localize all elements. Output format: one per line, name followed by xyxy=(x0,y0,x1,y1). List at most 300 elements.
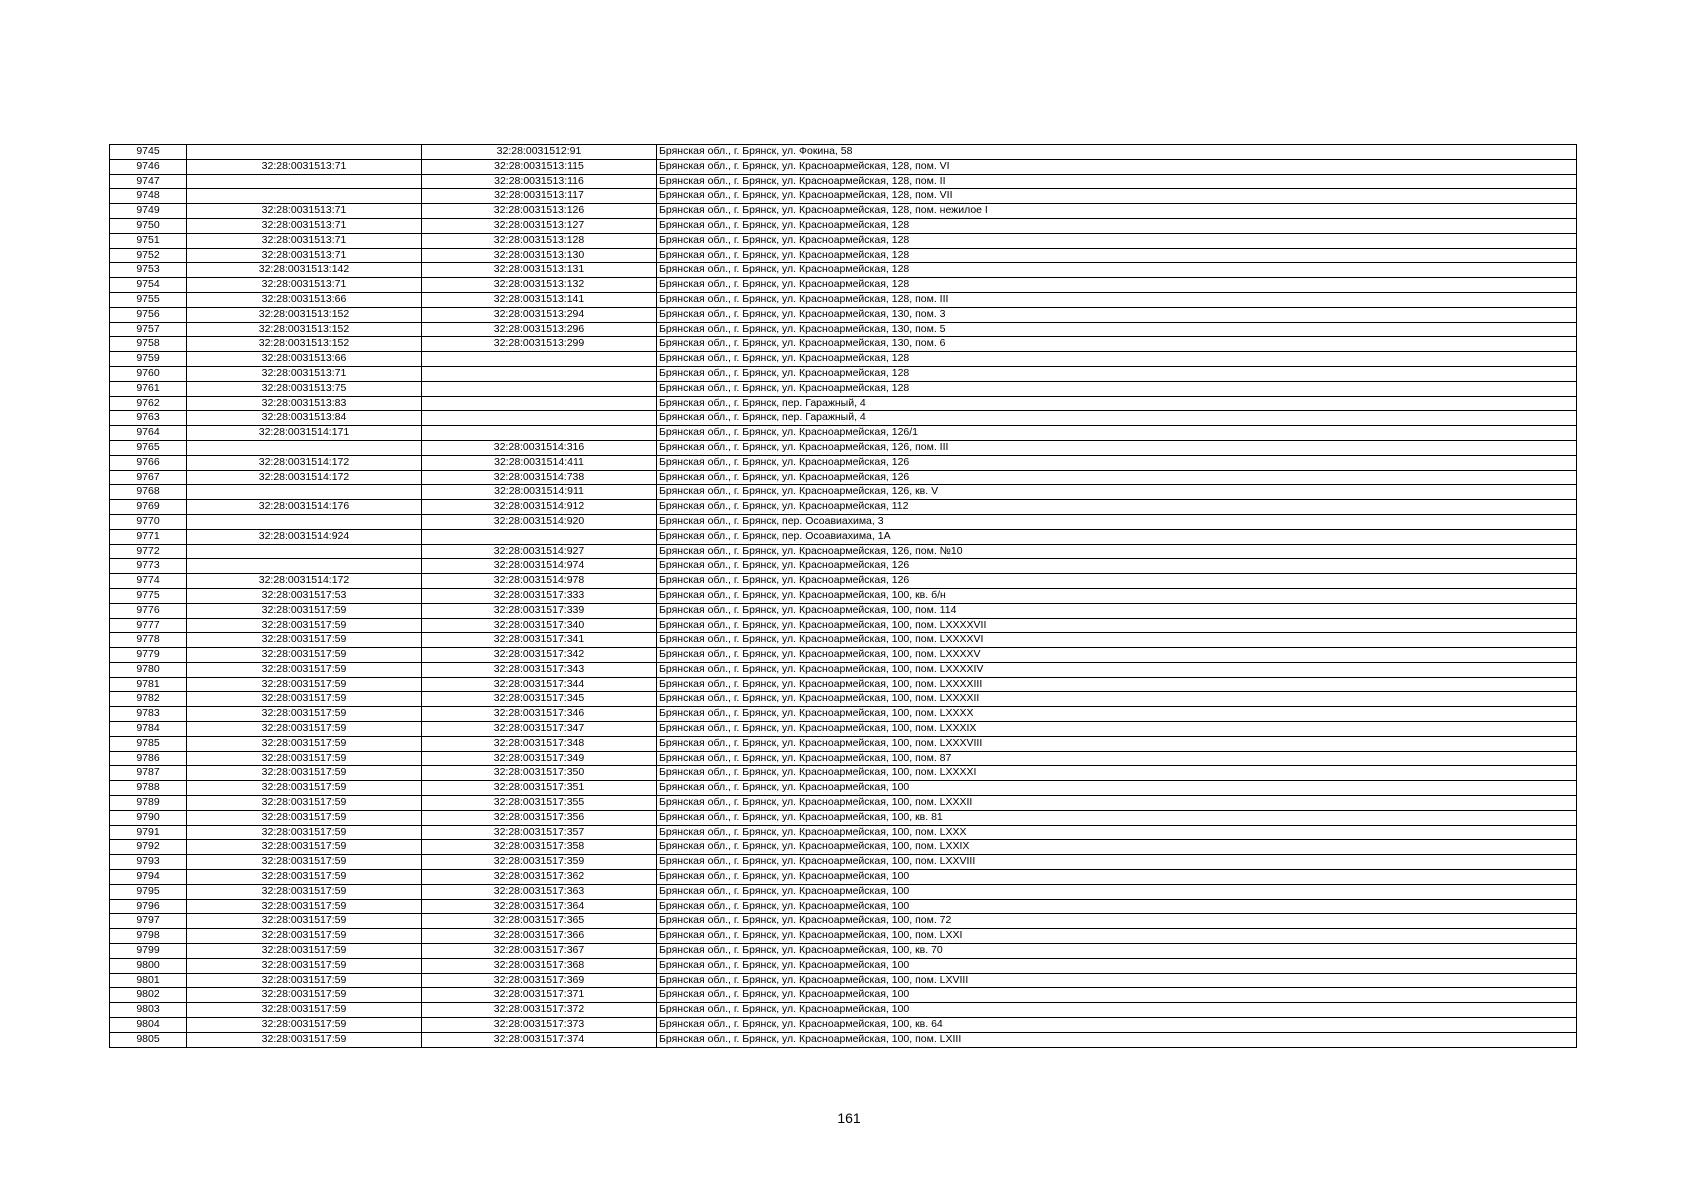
row-number-cell: 9803 xyxy=(110,1003,187,1018)
address-cell: Брянская обл., г. Брянск, ул. Красноармейская, 128 xyxy=(657,352,1577,367)
address-cell: Брянская обл., г. Брянск, ул. Красноармейская, 100 xyxy=(657,988,1577,1003)
cadastral-number-cell: 32:28:0031517:366 xyxy=(422,929,657,944)
table-row xyxy=(110,722,1577,737)
parent-cadastral-number-cell: 32:28:0031517:59 xyxy=(187,766,422,781)
parent-cadastral-number-cell: 32:28:0031517:59 xyxy=(187,884,422,899)
address-cell: Брянская обл., г. Брянск, ул. Красноармейская, 112 xyxy=(657,500,1577,515)
parent-cadastral-number-cell: 32:28:0031517:59 xyxy=(187,929,422,944)
row-number-cell: 9779 xyxy=(110,648,187,663)
table-row xyxy=(110,781,1577,796)
address-cell: Брянская обл., г. Брянск, ул. Красноармейская, 126 xyxy=(657,574,1577,589)
cadastral-number-cell: 32:28:0031517:351 xyxy=(422,781,657,796)
address-cell: Брянская обл., г. Брянск, ул. Красноармейская, 100 xyxy=(657,781,1577,796)
address-cell: Брянская обл., г. Брянск, ул. Красноармейская, 100, кв. 64 xyxy=(657,1018,1577,1033)
address-cell: Брянская обл., г. Брянск, ул. Красноармейская, 100 xyxy=(657,884,1577,899)
parent-cadastral-number-cell xyxy=(187,189,422,204)
row-number-cell: 9790 xyxy=(110,810,187,825)
cadastral-number-cell: 32:28:0031517:368 xyxy=(422,958,657,973)
table-row xyxy=(110,662,1577,677)
address-cell: Брянская обл., г. Брянск, ул. Красноармейская, 100, пом. LXXXXIV xyxy=(657,662,1577,677)
table-row xyxy=(110,248,1577,263)
parent-cadastral-number-cell xyxy=(187,544,422,559)
table-row xyxy=(110,588,1577,603)
row-number-cell: 9789 xyxy=(110,796,187,811)
table-row xyxy=(110,929,1577,944)
parent-cadastral-number-cell xyxy=(187,174,422,189)
address-cell: Брянская обл., г. Брянск, ул. Красноармейская, 100 xyxy=(657,899,1577,914)
row-number-cell: 9767 xyxy=(110,470,187,485)
row-number-cell: 9800 xyxy=(110,958,187,973)
address-cell: Брянская обл., г. Брянск, ул. Красноармейская, 128 xyxy=(657,263,1577,278)
address-cell: Брянская обл., г. Брянск, пер. Гаражный, 4 xyxy=(657,396,1577,411)
parent-cadastral-number-cell: 32:28:0031517:59 xyxy=(187,899,422,914)
row-number-cell: 9774 xyxy=(110,574,187,589)
parent-cadastral-number-cell: 32:28:0031513:71 xyxy=(187,204,422,219)
table-row xyxy=(110,337,1577,352)
row-number-cell: 9805 xyxy=(110,1032,187,1047)
row-number-cell: 9765 xyxy=(110,440,187,455)
cadastral-number-cell: 32:28:0031513:131 xyxy=(422,263,657,278)
address-cell: Брянская обл., г. Брянск, ул. Красноармейская, 128, пом. III xyxy=(657,292,1577,307)
cadastral-number-cell: 32:28:0031517:340 xyxy=(422,618,657,633)
cadastral-number-cell: 32:28:0031517:374 xyxy=(422,1032,657,1047)
cadastral-number-cell: 32:28:0031517:362 xyxy=(422,870,657,885)
row-number-cell: 9755 xyxy=(110,292,187,307)
row-number-cell: 9747 xyxy=(110,174,187,189)
parent-cadastral-number-cell: 32:28:0031513:152 xyxy=(187,337,422,352)
cadastral-number-cell: 32:28:0031514:912 xyxy=(422,500,657,515)
table-row xyxy=(110,145,1577,160)
address-cell: Брянская обл., г. Брянск, пер. Гаражный, 4 xyxy=(657,411,1577,426)
table-row xyxy=(110,855,1577,870)
row-number-cell: 9745 xyxy=(110,145,187,160)
address-cell: Брянская обл., г. Брянск, ул. Красноармейская, 100, пом. LXXXXII xyxy=(657,692,1577,707)
cadastral-number-cell: 32:28:0031517:357 xyxy=(422,825,657,840)
parent-cadastral-number-cell: 32:28:0031514:172 xyxy=(187,455,422,470)
cadastral-number-cell: 32:28:0031517:373 xyxy=(422,1018,657,1033)
address-cell: Брянская обл., г. Брянск, ул. Красноармейская, 100 xyxy=(657,958,1577,973)
address-cell: Брянская обл., г. Брянск, ул. Красноармейская, 100, пом. LXIII xyxy=(657,1032,1577,1047)
cadastral-number-cell: 32:28:0031514:316 xyxy=(422,440,657,455)
row-number-cell: 9802 xyxy=(110,988,187,1003)
row-number-cell: 9768 xyxy=(110,485,187,500)
cadastral-number-cell: 32:28:0031517:348 xyxy=(422,736,657,751)
parent-cadastral-number-cell: 32:28:0031517:59 xyxy=(187,722,422,737)
row-number-cell: 9793 xyxy=(110,855,187,870)
row-number-cell: 9786 xyxy=(110,751,187,766)
table-row xyxy=(110,1018,1577,1033)
cadastral-number-cell: 32:28:0031517:347 xyxy=(422,722,657,737)
address-cell: Брянская обл., г. Брянск, ул. Красноармейская, 126 xyxy=(657,455,1577,470)
row-number-cell: 9758 xyxy=(110,337,187,352)
cadastral-number-cell xyxy=(422,529,657,544)
parent-cadastral-number-cell: 32:28:0031514:172 xyxy=(187,470,422,485)
address-cell: Брянская обл., г. Брянск, ул. Красноармейская, 100, пом. LXXXIX xyxy=(657,722,1577,737)
row-number-cell: 9752 xyxy=(110,248,187,263)
table-row xyxy=(110,292,1577,307)
row-number-cell: 9757 xyxy=(110,322,187,337)
table-row xyxy=(110,618,1577,633)
cadastral-number-cell: 32:28:0031517:346 xyxy=(422,707,657,722)
cadastral-number-cell: 32:28:0031517:364 xyxy=(422,899,657,914)
cadastral-number-cell: 32:28:0031517:350 xyxy=(422,766,657,781)
row-number-cell: 9773 xyxy=(110,559,187,574)
table-row xyxy=(110,352,1577,367)
parent-cadastral-number-cell: 32:28:0031517:53 xyxy=(187,588,422,603)
cadastral-number-cell xyxy=(422,411,657,426)
cadastral-number-cell: 32:28:0031513:141 xyxy=(422,292,657,307)
cadastral-number-cell: 32:28:0031517:365 xyxy=(422,914,657,929)
table-row xyxy=(110,1032,1577,1047)
row-number-cell: 9761 xyxy=(110,381,187,396)
parent-cadastral-number-cell: 32:28:0031513:75 xyxy=(187,381,422,396)
table-row xyxy=(110,766,1577,781)
row-number-cell: 9784 xyxy=(110,722,187,737)
table-row xyxy=(110,944,1577,959)
address-cell: Брянская обл., г. Брянск, ул. Красноармейская, 126 xyxy=(657,559,1577,574)
table-row xyxy=(110,840,1577,855)
cadastral-table xyxy=(109,144,1577,1048)
parent-cadastral-number-cell: 32:28:0031517:59 xyxy=(187,810,422,825)
cadastral-number-cell: 32:28:0031514:411 xyxy=(422,455,657,470)
table-row xyxy=(110,485,1577,500)
row-number-cell: 9804 xyxy=(110,1018,187,1033)
cadastral-number-cell: 32:28:0031513:116 xyxy=(422,174,657,189)
table-row xyxy=(110,648,1577,663)
cadastral-number-cell: 32:28:0031514:978 xyxy=(422,574,657,589)
cadastral-number-cell: 32:28:0031513:128 xyxy=(422,233,657,248)
address-cell: Брянская обл., г. Брянск, ул. Красноармейская, 128 xyxy=(657,278,1577,293)
address-cell: Брянская обл., г. Брянск, ул. Красноармейская, 100, кв. б/н xyxy=(657,588,1577,603)
table-row xyxy=(110,574,1577,589)
address-cell: Брянская обл., г. Брянск, ул. Фокина, 58 xyxy=(657,145,1577,160)
address-cell: Брянская обл., г. Брянск, ул. Красноармейская, 126 xyxy=(657,470,1577,485)
row-number-cell: 9799 xyxy=(110,944,187,959)
row-number-cell: 9753 xyxy=(110,263,187,278)
table-row xyxy=(110,884,1577,899)
address-cell: Брянская обл., г. Брянск, ул. Красноармейская, 100, пом. LXXX xyxy=(657,825,1577,840)
address-cell: Брянская обл., г. Брянск, ул. Красноармейская, 128 xyxy=(657,381,1577,396)
table-row xyxy=(110,470,1577,485)
address-cell: Брянская обл., г. Брянск, ул. Красноармейская, 100, пом. LXXXX xyxy=(657,707,1577,722)
cadastral-number-cell xyxy=(422,381,657,396)
cadastral-number-cell: 32:28:0031514:920 xyxy=(422,514,657,529)
address-cell: Брянская обл., г. Брянск, ул. Красноармейская, 130, пом. 3 xyxy=(657,307,1577,322)
parent-cadastral-number-cell: 32:28:0031513:71 xyxy=(187,278,422,293)
table-row xyxy=(110,899,1577,914)
cadastral-number-cell: 32:28:0031517:349 xyxy=(422,751,657,766)
address-cell: Брянская обл., г. Брянск, ул. Красноармейская, 100 xyxy=(657,1003,1577,1018)
cadastral-number-cell: 32:28:0031513:117 xyxy=(422,189,657,204)
cadastral-number-cell: 32:28:0031517:344 xyxy=(422,677,657,692)
cadastral-number-cell: 32:28:0031512:91 xyxy=(422,145,657,160)
row-number-cell: 9769 xyxy=(110,500,187,515)
cadastral-number-cell: 32:28:0031513:294 xyxy=(422,307,657,322)
parent-cadastral-number-cell: 32:28:0031514:171 xyxy=(187,426,422,441)
parent-cadastral-number-cell xyxy=(187,559,422,574)
address-cell: Брянская обл., г. Брянск, ул. Красноармейская, 100, пом. LXVIII xyxy=(657,973,1577,988)
table-row xyxy=(110,958,1577,973)
table-row xyxy=(110,677,1577,692)
row-number-cell: 9776 xyxy=(110,603,187,618)
address-cell: Брянская обл., г. Брянск, ул. Красноармейская, 100, пом. LXXXVIII xyxy=(657,736,1577,751)
cadastral-number-cell xyxy=(422,396,657,411)
row-number-cell: 9798 xyxy=(110,929,187,944)
address-cell: Брянская обл., г. Брянск, ул. Красноармейская, 128, пом. II xyxy=(657,174,1577,189)
parent-cadastral-number-cell: 32:28:0031517:59 xyxy=(187,618,422,633)
table-row xyxy=(110,233,1577,248)
row-number-cell: 9750 xyxy=(110,218,187,233)
table-row xyxy=(110,381,1577,396)
cadastral-number-cell: 32:28:0031517:356 xyxy=(422,810,657,825)
cadastral-number-cell: 32:28:0031517:359 xyxy=(422,855,657,870)
parent-cadastral-number-cell: 32:28:0031517:59 xyxy=(187,840,422,855)
cadastral-number-cell: 32:28:0031517:358 xyxy=(422,840,657,855)
cadastral-number-cell: 32:28:0031517:333 xyxy=(422,588,657,603)
cadastral-number-cell: 32:28:0031517:343 xyxy=(422,662,657,677)
parent-cadastral-number-cell: 32:28:0031517:59 xyxy=(187,1032,422,1047)
parent-cadastral-number-cell xyxy=(187,485,422,500)
table-row xyxy=(110,189,1577,204)
address-cell: Брянская обл., г. Брянск, ул. Красноармейская, 100, кв. 70 xyxy=(657,944,1577,959)
table-row xyxy=(110,559,1577,574)
table-row xyxy=(110,796,1577,811)
parent-cadastral-number-cell: 32:28:0031517:59 xyxy=(187,677,422,692)
parent-cadastral-number-cell: 32:28:0031517:59 xyxy=(187,825,422,840)
table-row xyxy=(110,973,1577,988)
table-row xyxy=(110,455,1577,470)
row-number-cell: 9785 xyxy=(110,736,187,751)
row-number-cell: 9778 xyxy=(110,633,187,648)
row-number-cell: 9780 xyxy=(110,662,187,677)
row-number-cell: 9783 xyxy=(110,707,187,722)
address-cell: Брянская обл., г. Брянск, ул. Красноармейская, 128 xyxy=(657,366,1577,381)
address-cell: Брянская обл., г. Брянск, ул. Красноармейская, 100, пом. LXXXII xyxy=(657,796,1577,811)
address-cell: Брянская обл., г. Брянск, ул. Красноармейская, 100, пом. 114 xyxy=(657,603,1577,618)
table-row xyxy=(110,263,1577,278)
parent-cadastral-number-cell: 32:28:0031517:59 xyxy=(187,1003,422,1018)
row-number-cell: 9794 xyxy=(110,870,187,885)
row-number-cell: 9772 xyxy=(110,544,187,559)
address-cell: Брянская обл., г. Брянск, ул. Красноармейская, 100, пом. LXXXXI xyxy=(657,766,1577,781)
parent-cadastral-number-cell: 32:28:0031517:59 xyxy=(187,988,422,1003)
table-row xyxy=(110,204,1577,219)
address-cell: Брянская обл., г. Брянск, ул. Красноармейская, 126, пом. III xyxy=(657,440,1577,455)
parent-cadastral-number-cell: 32:28:0031513:83 xyxy=(187,396,422,411)
parent-cadastral-number-cell: 32:28:0031514:176 xyxy=(187,500,422,515)
address-cell: Брянская обл., г. Брянск, ул. Красноармейская, 100, пом. 72 xyxy=(657,914,1577,929)
table-row xyxy=(110,603,1577,618)
row-number-cell: 9754 xyxy=(110,278,187,293)
address-cell: Брянская обл., г. Брянск, ул. Красноармейская, 128, пом. VI xyxy=(657,159,1577,174)
parent-cadastral-number-cell: 32:28:0031517:59 xyxy=(187,855,422,870)
address-cell: Брянская обл., г. Брянск, ул. Красноармейская, 130, пом. 5 xyxy=(657,322,1577,337)
parent-cadastral-number-cell: 32:28:0031517:59 xyxy=(187,736,422,751)
address-cell: Брянская обл., г. Брянск, ул. Красноармейская, 100, пом. LXXVIII xyxy=(657,855,1577,870)
address-cell: Брянская обл., г. Брянск, ул. Красноармейская, 100, пом. LXXXXIII xyxy=(657,677,1577,692)
address-cell: Брянская обл., г. Брянск, ул. Красноармейская, 126/1 xyxy=(657,426,1577,441)
parent-cadastral-number-cell: 32:28:0031513:84 xyxy=(187,411,422,426)
row-number-cell: 9792 xyxy=(110,840,187,855)
row-number-cell: 9801 xyxy=(110,973,187,988)
table-row xyxy=(110,633,1577,648)
cadastral-number-cell: 32:28:0031517:342 xyxy=(422,648,657,663)
parent-cadastral-number-cell: 32:28:0031513:71 xyxy=(187,233,422,248)
table-row xyxy=(110,174,1577,189)
row-number-cell: 9759 xyxy=(110,352,187,367)
row-number-cell: 9788 xyxy=(110,781,187,796)
row-number-cell: 9764 xyxy=(110,426,187,441)
cadastral-number-cell: 32:28:0031513:115 xyxy=(422,159,657,174)
cadastral-number-cell xyxy=(422,366,657,381)
parent-cadastral-number-cell: 32:28:0031517:59 xyxy=(187,796,422,811)
cadastral-number-cell: 32:28:0031514:738 xyxy=(422,470,657,485)
address-cell: Брянская обл., г. Брянск, ул. Красноармейская, 100, пом. LXXXXV xyxy=(657,648,1577,663)
address-cell: Брянская обл., г. Брянск, ул. Красноармейская, 126, пом. №10 xyxy=(657,544,1577,559)
cadastral-number-cell: 32:28:0031513:126 xyxy=(422,204,657,219)
address-cell: Брянская обл., г. Брянск, ул. Красноармейская, 100, пом. LXXXXVI xyxy=(657,633,1577,648)
parent-cadastral-number-cell: 32:28:0031517:59 xyxy=(187,648,422,663)
address-cell: Брянская обл., г. Брянск, ул. Красноармейская, 126, кв. V xyxy=(657,485,1577,500)
row-number-cell: 9760 xyxy=(110,366,187,381)
row-number-cell: 9781 xyxy=(110,677,187,692)
table-row xyxy=(110,988,1577,1003)
address-cell: Брянская обл., г. Брянск, ул. Красноармейская, 100, пом. LXXXXVII xyxy=(657,618,1577,633)
table-row xyxy=(110,707,1577,722)
parent-cadastral-number-cell: 32:28:0031514:924 xyxy=(187,529,422,544)
row-number-cell: 9791 xyxy=(110,825,187,840)
row-number-cell: 9770 xyxy=(110,514,187,529)
row-number-cell: 9748 xyxy=(110,189,187,204)
row-number-cell: 9796 xyxy=(110,899,187,914)
table-row xyxy=(110,529,1577,544)
cadastral-number-cell: 32:28:0031514:927 xyxy=(422,544,657,559)
cadastral-number-cell: 32:28:0031517:355 xyxy=(422,796,657,811)
address-cell: Брянская обл., г. Брянск, пер. Осоавиахима, 1А xyxy=(657,529,1577,544)
table-row xyxy=(110,278,1577,293)
parent-cadastral-number-cell: 32:28:0031517:59 xyxy=(187,914,422,929)
table-row xyxy=(110,366,1577,381)
parent-cadastral-number-cell: 32:28:0031513:71 xyxy=(187,248,422,263)
table-row xyxy=(110,396,1577,411)
row-number-cell: 9766 xyxy=(110,455,187,470)
table-row xyxy=(110,914,1577,929)
row-number-cell: 9762 xyxy=(110,396,187,411)
cadastral-number-cell: 32:28:0031517:371 xyxy=(422,988,657,1003)
address-cell: Брянская обл., г. Брянск, ул. Красноармейская, 130, пом. 6 xyxy=(657,337,1577,352)
table-row xyxy=(110,440,1577,455)
table-row xyxy=(110,1003,1577,1018)
cadastral-number-cell: 32:28:0031517:345 xyxy=(422,692,657,707)
cadastral-number-cell: 32:28:0031517:367 xyxy=(422,944,657,959)
table-row xyxy=(110,751,1577,766)
row-number-cell: 9782 xyxy=(110,692,187,707)
cadastral-number-cell: 32:28:0031517:372 xyxy=(422,1003,657,1018)
parent-cadastral-number-cell: 32:28:0031517:59 xyxy=(187,781,422,796)
cadastral-number-cell: 32:28:0031517:363 xyxy=(422,884,657,899)
table-row xyxy=(110,411,1577,426)
table-row xyxy=(110,159,1577,174)
row-number-cell: 9756 xyxy=(110,307,187,322)
row-number-cell: 9771 xyxy=(110,529,187,544)
table-row xyxy=(110,825,1577,840)
parent-cadastral-number-cell: 32:28:0031513:71 xyxy=(187,218,422,233)
cadastral-number-cell: 32:28:0031517:341 xyxy=(422,633,657,648)
table-row xyxy=(110,500,1577,515)
parent-cadastral-number-cell: 32:28:0031517:59 xyxy=(187,958,422,973)
parent-cadastral-number-cell: 32:28:0031513:71 xyxy=(187,159,422,174)
table-row xyxy=(110,692,1577,707)
cadastral-number-cell: 32:28:0031517:339 xyxy=(422,603,657,618)
address-cell: Брянская обл., г. Брянск, ул. Красноармейская, 100, пом. LXXIX xyxy=(657,840,1577,855)
parent-cadastral-number-cell: 32:28:0031517:59 xyxy=(187,662,422,677)
row-number-cell: 9787 xyxy=(110,766,187,781)
parent-cadastral-number-cell: 32:28:0031517:59 xyxy=(187,692,422,707)
cadastral-number-cell: 32:28:0031517:369 xyxy=(422,973,657,988)
cadastral-number-cell: 32:28:0031514:974 xyxy=(422,559,657,574)
table-body xyxy=(110,145,1577,1048)
table-row xyxy=(110,810,1577,825)
table-row xyxy=(110,736,1577,751)
address-cell: Брянская обл., г. Брянск, ул. Красноармейская, 128, пом. нежилое I xyxy=(657,204,1577,219)
parent-cadastral-number-cell: 32:28:0031517:59 xyxy=(187,603,422,618)
parent-cadastral-number-cell: 32:28:0031513:71 xyxy=(187,366,422,381)
address-cell: Брянская обл., г. Брянск, ул. Красноармейская, 100 xyxy=(657,870,1577,885)
parent-cadastral-number-cell: 32:28:0031514:172 xyxy=(187,574,422,589)
cadastral-number-cell xyxy=(422,352,657,367)
table-row xyxy=(110,218,1577,233)
parent-cadastral-number-cell: 32:28:0031513:152 xyxy=(187,307,422,322)
parent-cadastral-number-cell: 32:28:0031513:152 xyxy=(187,322,422,337)
cadastral-number-cell: 32:28:0031513:296 xyxy=(422,322,657,337)
row-number-cell: 9775 xyxy=(110,588,187,603)
cadastral-number-cell: 32:28:0031514:911 xyxy=(422,485,657,500)
page-number: 161 xyxy=(837,1110,861,1126)
address-cell: Брянская обл., г. Брянск, ул. Красноармейская, 128, пом. VII xyxy=(657,189,1577,204)
row-number-cell: 9746 xyxy=(110,159,187,174)
parent-cadastral-number-cell: 32:28:0031517:59 xyxy=(187,707,422,722)
parent-cadastral-number-cell xyxy=(187,145,422,160)
row-number-cell: 9797 xyxy=(110,914,187,929)
parent-cadastral-number-cell: 32:28:0031513:66 xyxy=(187,352,422,367)
address-cell: Брянская обл., г. Брянск, ул. Красноармейская, 128 xyxy=(657,233,1577,248)
table-row xyxy=(110,307,1577,322)
cadastral-number-cell: 32:28:0031513:127 xyxy=(422,218,657,233)
row-number-cell: 9749 xyxy=(110,204,187,219)
cadastral-number-cell: 32:28:0031513:299 xyxy=(422,337,657,352)
parent-cadastral-number-cell: 32:28:0031513:142 xyxy=(187,263,422,278)
row-number-cell: 9777 xyxy=(110,618,187,633)
cadastral-number-cell xyxy=(422,426,657,441)
parent-cadastral-number-cell: 32:28:0031517:59 xyxy=(187,751,422,766)
table-row xyxy=(110,322,1577,337)
parent-cadastral-number-cell: 32:28:0031517:59 xyxy=(187,973,422,988)
address-cell: Брянская обл., г. Брянск, ул. Красноармейская, 128 xyxy=(657,218,1577,233)
parent-cadastral-number-cell: 32:28:0031513:66 xyxy=(187,292,422,307)
address-cell: Брянская обл., г. Брянск, ул. Красноармейская, 100, пом. LXXI xyxy=(657,929,1577,944)
cadastral-number-cell: 32:28:0031513:132 xyxy=(422,278,657,293)
table-row xyxy=(110,544,1577,559)
parent-cadastral-number-cell: 32:28:0031517:59 xyxy=(187,633,422,648)
parent-cadastral-number-cell: 32:28:0031517:59 xyxy=(187,1018,422,1033)
cadastral-number-cell: 32:28:0031513:130 xyxy=(422,248,657,263)
parent-cadastral-number-cell xyxy=(187,514,422,529)
row-number-cell: 9795 xyxy=(110,884,187,899)
row-number-cell: 9763 xyxy=(110,411,187,426)
row-number-cell: 9751 xyxy=(110,233,187,248)
address-cell: Брянская обл., г. Брянск, пер. Осоавиахима, 3 xyxy=(657,514,1577,529)
table-row xyxy=(110,426,1577,441)
